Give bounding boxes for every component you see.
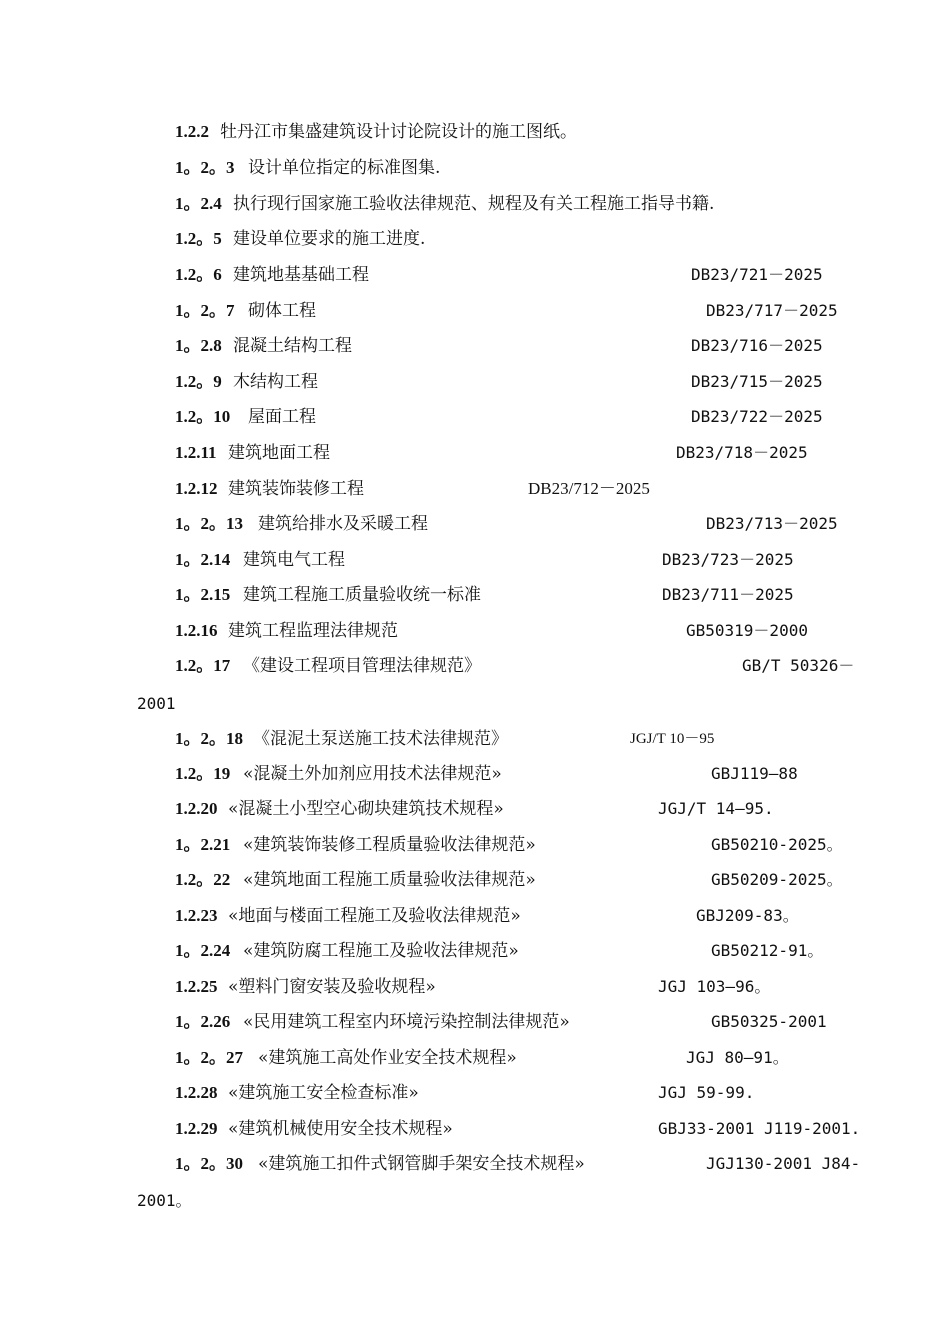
code-continuation: 2001 bbox=[137, 694, 176, 713]
standard-code: DB23/716－2025 bbox=[691, 336, 823, 355]
list-item bbox=[0, 972, 950, 1002]
item-number: 1。2。18 bbox=[175, 729, 243, 748]
item-number: 1.2.29 bbox=[175, 1119, 218, 1138]
item-number: 1.2.23 bbox=[175, 906, 218, 925]
list-item bbox=[0, 189, 950, 219]
item-text: «建筑防腐工程施工及验收法律规范» bbox=[243, 941, 519, 961]
item-number: 1.2。22 bbox=[175, 870, 231, 889]
item-number: 1.2.20 bbox=[175, 799, 218, 818]
standard-code: GB50209-2025。 bbox=[711, 870, 843, 889]
standard-code: DB23/712－2025 bbox=[528, 479, 650, 498]
standard-code: DB23/711－2025 bbox=[662, 585, 794, 604]
standard-code: DB23/721－2025 bbox=[691, 265, 823, 284]
item-text: 屋面工程 bbox=[248, 407, 316, 427]
item-text: 建筑工程施工质量验收统一标准 bbox=[243, 585, 481, 605]
list-item bbox=[0, 1043, 950, 1073]
item-number: 1。2.26 bbox=[175, 1012, 231, 1031]
standard-code: GBJ119—88 bbox=[711, 764, 798, 783]
item-text: 牡丹江市集盛建筑设计讨论院设计的施工图纸。 bbox=[220, 122, 577, 142]
item-text: «建筑施工高处作业安全技术规程» bbox=[258, 1048, 517, 1068]
item-number: 1。2.24 bbox=[175, 941, 231, 960]
standard-code: DB23/717－2025 bbox=[706, 301, 838, 320]
list-item bbox=[0, 865, 950, 895]
list-item bbox=[0, 1078, 950, 1108]
standard-code: GBJ209-83。 bbox=[696, 906, 799, 925]
item-text: «民用建筑工程室内环境污染控制法律规范» bbox=[243, 1012, 570, 1032]
item-text: «地面与楼面工程施工及验收法律规范» bbox=[228, 906, 521, 926]
item-number: 1.2.12 bbox=[175, 479, 218, 498]
item-number: 1.2.16 bbox=[175, 621, 218, 640]
list-item bbox=[0, 1007, 950, 1037]
list-item bbox=[0, 651, 950, 681]
list-item bbox=[0, 153, 950, 183]
item-number: 1。2。27 bbox=[175, 1048, 243, 1067]
standard-code: GB/T 50326－ bbox=[742, 656, 855, 675]
item-number: 1。2.4 bbox=[175, 194, 222, 213]
list-item bbox=[0, 438, 950, 468]
item-number: 1。2。7 bbox=[175, 301, 235, 320]
item-number: 1.2。19 bbox=[175, 764, 231, 783]
list-item bbox=[0, 367, 950, 397]
standard-code: GB50325-2001 bbox=[711, 1012, 827, 1031]
standard-code: JGJ 80—91。 bbox=[686, 1048, 789, 1067]
item-text: 建筑地面工程 bbox=[228, 443, 330, 463]
standard-code: JGJ/T 10－95 bbox=[630, 731, 715, 747]
item-number: 1。2.8 bbox=[175, 336, 222, 355]
list-item bbox=[0, 936, 950, 966]
item-text: 建设单位要求的施工进度. bbox=[233, 229, 426, 249]
item-text: 木结构工程 bbox=[233, 372, 318, 392]
standard-code: DB23/715－2025 bbox=[691, 372, 823, 391]
item-text: «建筑地面工程施工质量验收法律规范» bbox=[243, 870, 536, 890]
standard-code: JGJ 59-99. bbox=[658, 1083, 755, 1102]
item-number: 1.2。17 bbox=[175, 656, 231, 675]
standard-code: JGJ 103—96。 bbox=[658, 977, 771, 996]
item-number: 1。2。13 bbox=[175, 514, 243, 533]
list-item-continuation bbox=[0, 689, 950, 719]
item-text: 设计单位指定的标准图集. bbox=[248, 158, 441, 178]
list-item bbox=[0, 545, 950, 575]
list-item bbox=[0, 509, 950, 539]
item-text: 建筑工程监理法律规范 bbox=[228, 621, 398, 641]
list-item bbox=[0, 1114, 950, 1144]
list-item bbox=[0, 830, 950, 860]
item-number: 1。2.14 bbox=[175, 550, 231, 569]
standard-code: DB23/718－2025 bbox=[676, 443, 808, 462]
item-text: 混凝土结构工程 bbox=[233, 336, 352, 356]
item-number: 1。2。30 bbox=[175, 1154, 243, 1173]
item-text: 执行现行国家施工验收法律规范、规程及有关工程施工指导书籍. bbox=[233, 194, 715, 214]
standard-code: DB23/723－2025 bbox=[662, 550, 794, 569]
item-number: 1。2.21 bbox=[175, 835, 231, 854]
item-number: 1.2。5 bbox=[175, 229, 222, 248]
standard-code: JGJ/T 14—95. bbox=[658, 799, 774, 818]
item-number: 1。2。3 bbox=[175, 158, 235, 177]
item-text: 建筑给排水及采暖工程 bbox=[258, 514, 428, 534]
item-text: «建筑装饰装修工程质量验收法律规范» bbox=[243, 835, 536, 855]
list-item bbox=[0, 224, 950, 254]
item-text: «建筑机械使用安全技术规程» bbox=[228, 1119, 453, 1139]
item-text: «混凝土小型空心砌块建筑技术规程» bbox=[228, 799, 504, 819]
list-item bbox=[0, 794, 950, 824]
item-number: 1.2.11 bbox=[175, 443, 217, 462]
list-item bbox=[0, 580, 950, 610]
item-number: 1.2.28 bbox=[175, 1083, 218, 1102]
item-text: 建筑地基基础工程 bbox=[233, 265, 369, 285]
item-number: 1.2。6 bbox=[175, 265, 222, 284]
list-item bbox=[0, 296, 950, 326]
standard-code: GB50212-91。 bbox=[711, 941, 824, 960]
item-text: «建筑施工安全检查标准» bbox=[228, 1083, 419, 1103]
standard-code: GB50319－2000 bbox=[686, 621, 808, 640]
list-item bbox=[0, 402, 950, 432]
item-number: 1.2。9 bbox=[175, 372, 222, 391]
item-text: 砌体工程 bbox=[248, 301, 316, 321]
item-number: 1.2.25 bbox=[175, 977, 218, 996]
standard-code: JGJ130-2001 J84- bbox=[706, 1154, 861, 1173]
item-text: «建筑施工扣件式钢管脚手架安全技术规程» bbox=[258, 1154, 585, 1174]
item-text: 《混泥土泵送施工技术法律规范》 bbox=[253, 729, 508, 749]
standard-code: DB23/713－2025 bbox=[706, 514, 838, 533]
list-item bbox=[0, 331, 950, 361]
list-item bbox=[0, 260, 950, 290]
standard-code: GB50210-2025。 bbox=[711, 835, 843, 854]
list-item bbox=[0, 901, 950, 931]
list-item-continuation bbox=[0, 1186, 950, 1216]
list-item bbox=[0, 474, 950, 504]
list-item bbox=[0, 724, 950, 754]
standard-code: DB23/722－2025 bbox=[691, 407, 823, 426]
list-item bbox=[0, 117, 950, 147]
item-number: 1.2。10 bbox=[175, 407, 231, 426]
item-text: «塑料门窗安装及验收规程» bbox=[228, 977, 436, 997]
standard-code: GBJ33-2001 J119-2001. bbox=[658, 1119, 861, 1138]
item-text: 《建设工程项目管理法律规范》 bbox=[243, 656, 481, 676]
code-continuation: 2001。 bbox=[137, 1191, 192, 1210]
list-item bbox=[0, 616, 950, 646]
item-number: 1.2.2 bbox=[175, 122, 209, 141]
list-item bbox=[0, 1149, 950, 1179]
item-number: 1。2.15 bbox=[175, 585, 231, 604]
item-text: 建筑电气工程 bbox=[243, 550, 345, 570]
list-item bbox=[0, 759, 950, 789]
item-text: 建筑装饰装修工程 bbox=[228, 479, 364, 499]
item-text: «混凝土外加剂应用技术法律规范» bbox=[243, 764, 502, 784]
